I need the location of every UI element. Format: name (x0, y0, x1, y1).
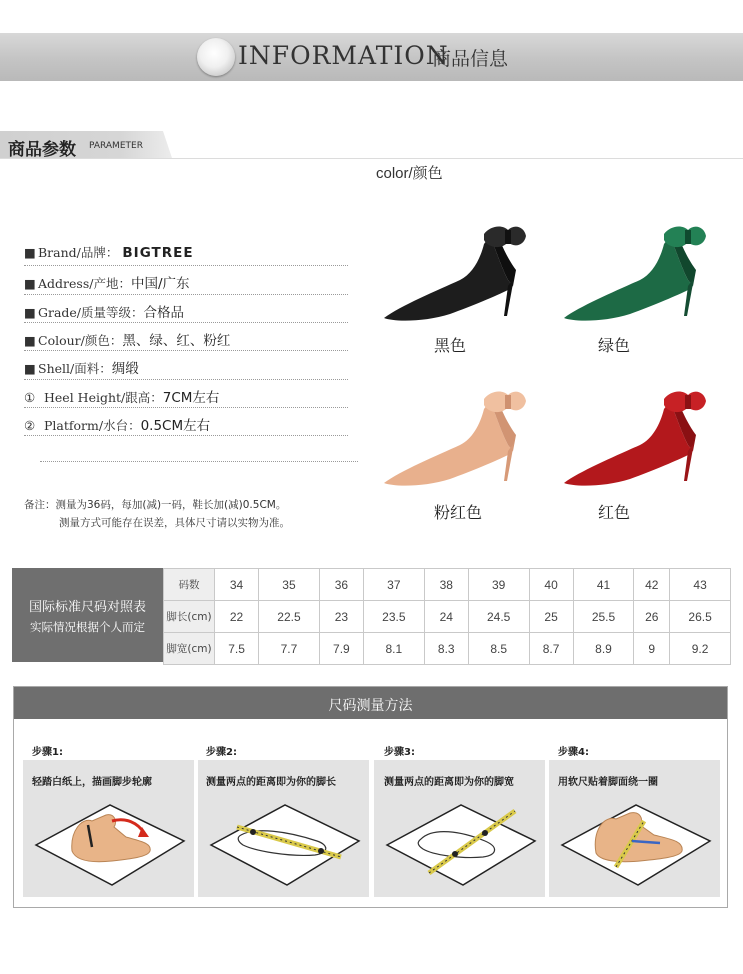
table-cell: 23.5 (363, 601, 424, 633)
parameter-title-en: PARAMETER (89, 141, 143, 151)
table-cell: 24.5 (468, 601, 529, 633)
table-row-label: 码数 (164, 569, 215, 601)
attribute-marker: ■ (24, 361, 36, 376)
step-instruction: 测量两点的距离即为你的脚宽 (384, 777, 514, 788)
color-caption-green: 绿色 (598, 336, 631, 355)
table-cell: 22.5 (259, 601, 320, 633)
table-cell: 24 (424, 601, 468, 633)
table-cell: 36 (319, 569, 363, 601)
table-row-label: 脚宽(cm) (164, 633, 215, 665)
table-cell: 43 (670, 569, 731, 601)
attribute-row (24, 386, 219, 406)
table-cell: 38 (424, 569, 468, 601)
step-label: 步骤3: (384, 747, 415, 758)
size-note-line: 备注：测量为36码，每加(减)一码，鞋长加(减)0.5CM。 (24, 499, 287, 511)
color-caption-red: 红色 (598, 503, 631, 522)
size-table-title: 国际标准尺码对照表 (28, 600, 146, 615)
step-instruction: 测量两点的距离即为你的脚长 (206, 777, 336, 788)
table-cell: 8.1 (363, 633, 424, 665)
step-instruction: 轻踏白纸上，描画脚步轮廓 (32, 777, 152, 788)
measure-point (452, 851, 458, 857)
table-row (164, 569, 731, 601)
paper-sheet (387, 805, 535, 885)
bow-knot (685, 230, 691, 244)
table-cell: 7.5 (215, 633, 259, 665)
size-table-header-block (12, 568, 163, 662)
table-cell: 9.2 (670, 633, 731, 665)
parameter-heading-notch (163, 131, 172, 158)
shoe-body (564, 401, 693, 486)
attribute-marker: ■ (24, 245, 36, 260)
attribute-row (24, 243, 194, 263)
table-cell: 8.9 (573, 633, 634, 665)
attribute-label: Grade/质量等级： (38, 305, 144, 320)
table-cell: 25.5 (573, 601, 634, 633)
shoe-image-red (560, 383, 710, 488)
table-cell: 7.7 (259, 633, 320, 665)
size-table-subtitle: 实际情况根据个人而定 (30, 620, 145, 634)
step-label: 步骤4: (558, 747, 589, 758)
measurement-title: 尺码测量方法 (328, 698, 413, 714)
dotted-divider (40, 461, 358, 462)
size-note-line: 测量方式可能存在误差，具体尺寸请以实物为准。 (59, 517, 290, 529)
attribute-value: 7CM左右 (162, 390, 220, 406)
attribute-row (24, 301, 184, 321)
attribute-label: Shell/面料： (38, 361, 112, 376)
table-cell: 25 (529, 601, 573, 633)
size-table (163, 568, 731, 665)
table-cell: 7.9 (319, 633, 363, 665)
attribute-marker: ② (24, 418, 36, 433)
step-label: 步骤1: (32, 747, 63, 758)
color-caption-pink: 粉红色 (434, 503, 483, 522)
table-cell: 39 (468, 569, 529, 601)
table-cell: 22 (215, 601, 259, 633)
bow-knot (505, 395, 511, 409)
table-cell: 8.3 (424, 633, 468, 665)
attribute-label: Colour/颜色： (38, 333, 123, 348)
shoe-image-green (560, 218, 710, 323)
attribute-label: Heel Height/跟高： (44, 390, 163, 405)
step1-illustration (30, 797, 188, 889)
table-cell: 8.5 (468, 633, 529, 665)
step2-illustration (205, 797, 363, 889)
measure-point (250, 829, 256, 835)
attribute-row (24, 414, 210, 434)
attribute-row (24, 357, 139, 377)
attribute-row (24, 272, 190, 292)
table-cell: 35 (259, 569, 320, 601)
attribute-value: 合格品 (143, 305, 185, 321)
step-instruction: 用软尺贴着脚面绕一圈 (558, 777, 658, 788)
size-note (24, 496, 290, 532)
table-cell: 23 (319, 601, 363, 633)
attribute-marker: ■ (24, 305, 36, 320)
attribute-value: 中国/广东 (130, 276, 190, 292)
attribute-value: BIGTREE (122, 245, 194, 261)
attribute-value: 黑、绿、红、粉红 (122, 333, 231, 349)
attribute-row (24, 329, 230, 349)
attribute-label: Platform/水台： (44, 418, 141, 433)
dotted-divider (24, 322, 348, 323)
table-row-label: 脚长(cm) (164, 601, 215, 633)
table-cell: 26.5 (670, 601, 731, 633)
parameter-title-cn: 商品参数 (8, 140, 76, 160)
table-cell: 34 (215, 569, 259, 601)
table-cell: 41 (573, 569, 634, 601)
measure-point (318, 848, 324, 854)
bow-knot (505, 230, 511, 244)
dotted-divider (24, 350, 348, 351)
bow-knot (685, 395, 691, 409)
dotted-divider (24, 407, 348, 408)
table-cell: 37 (363, 569, 424, 601)
attribute-marker: ■ (24, 333, 36, 348)
color-caption-black: 黑色 (434, 336, 467, 355)
dotted-divider (24, 265, 348, 266)
dotted-divider (24, 379, 348, 380)
shoe-body (564, 236, 693, 321)
attribute-label: Address/产地： (38, 276, 131, 291)
attribute-label: Brand/品牌： (38, 245, 119, 260)
table-cell: 9 (634, 633, 670, 665)
banner-title-en: INFORMATION (238, 41, 449, 70)
shoe-body (384, 236, 513, 321)
step4-illustration (556, 797, 714, 889)
attribute-marker: ■ (24, 276, 36, 291)
attribute-marker: ① (24, 390, 36, 405)
shoe-image-black (380, 218, 530, 323)
measure-point (482, 830, 488, 836)
table-row (164, 633, 731, 665)
attribute-value: 绸缎 (111, 361, 139, 377)
shoe-image-pink (380, 383, 530, 488)
shoe-body (384, 401, 513, 486)
attribute-value: 0.5CM左右 (140, 418, 211, 434)
step-label: 步骤2: (206, 747, 237, 758)
dotted-divider (24, 294, 348, 295)
banner-circle-ornament (197, 38, 235, 76)
paper-sheet (211, 805, 359, 885)
table-cell: 42 (634, 569, 670, 601)
color-section-title: color/颜色 (376, 165, 443, 182)
step3-illustration (381, 797, 539, 889)
banner-title-cn: 商品信息 (432, 48, 509, 70)
table-cell: 8.7 (529, 633, 573, 665)
dotted-divider (24, 435, 348, 436)
parameter-divider (0, 158, 743, 159)
table-cell: 40 (529, 569, 573, 601)
table-cell: 26 (634, 601, 670, 633)
table-row (164, 601, 731, 633)
